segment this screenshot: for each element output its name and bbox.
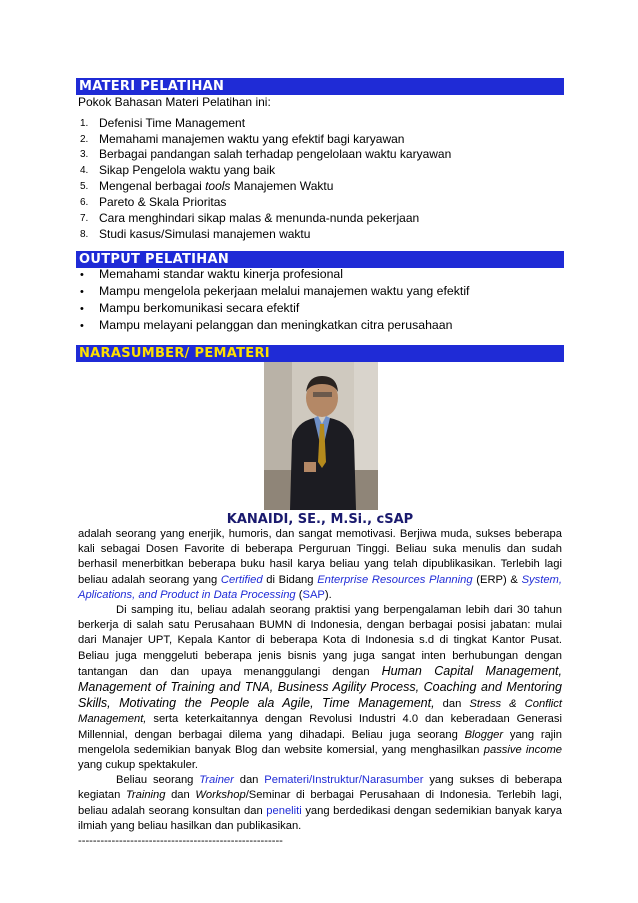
highlight-text: System, Aplications, and Product in Data Processing <box>78 573 562 601</box>
highlight-text: SAP <box>302 588 325 601</box>
text: dan <box>165 789 196 802</box>
list-item: Memahami standar waktu kinerja profesional <box>99 267 344 281</box>
italic-text: Workshop <box>195 789 246 802</box>
bullet-icon: • <box>80 320 84 332</box>
highlight-text: Pemateri/Instruktur/Narasumber <box>264 774 424 787</box>
list-number: 6. <box>80 197 89 208</box>
list-number: 7. <box>80 213 89 224</box>
italic-text: Training <box>125 789 166 802</box>
list-item: Pareto & Skala Prioritas <box>99 195 227 209</box>
bullet-icon: • <box>80 286 84 298</box>
list-item-italic: tools <box>205 179 231 193</box>
list-item: Mampu melayani pelanggan dan meningkatkan citra perusahaan <box>99 318 453 332</box>
speaker-figure <box>264 362 378 510</box>
list-number: 4. <box>80 165 89 176</box>
bullet-icon: • <box>80 303 84 315</box>
list-number: 2. <box>80 134 89 145</box>
text: Di samping itu, beliau adalah seorang praktisi yang berpengalaman lebih dari 30 tahun berkerja di salah satu Perusahaan BUMN di Indonesia, dengan berbagai posisi jabatan: mulai dari Manajer UPT, Kepala Kantor di beberapa Kota di Indonesia s.d di tingkat Kantor Pusat. Beliau juga menggeluti beberapa jenis bisnis yang juga sangat inten berhubungan dengan tantangan dan dan upaya menanggulangi dengan <box>78 604 562 678</box>
text: (ERP) & <box>472 573 522 586</box>
italic-text: Stress & Conflict Management, <box>78 698 562 726</box>
materi-intro: Pokok Bahasan Materi Pelatihan ini: <box>78 95 271 109</box>
list-item: Mampu berkomunikasi secara efektif <box>99 301 300 315</box>
list-item: Defenisi Time Management <box>99 116 246 130</box>
list-item: Memahami manajemen waktu yang efektif bagi karyawan <box>99 132 405 146</box>
list-item: Berbagai pandangan salah terhadap pengelolaan waktu karyawan <box>99 147 452 161</box>
text: yang cukup spektakuler. <box>78 759 199 772</box>
italic-text: Blogger <box>464 728 504 741</box>
speaker-bio <box>78 527 562 849</box>
materi-header: MATERI PELATIHAN <box>76 78 564 95</box>
list-number: 8. <box>80 229 89 240</box>
narasumber-header: NARASUMBER/ PEMATERI <box>76 345 564 362</box>
bio-paragraph-2 <box>78 603 562 773</box>
bio-paragraph-3 <box>78 773 562 834</box>
bullet-icon: • <box>80 269 84 281</box>
text: yang berdedikasi dengan sedemikian banyak karya ilmiah yang beliau hasilkan dan publikasikan. <box>78 804 562 832</box>
list-item: Studi kasus/Simulasi manajemen waktu <box>99 227 311 241</box>
text: di Bidang <box>262 573 318 586</box>
list-item: Mampu mengelola pekerjaan melalui manajemen waktu yang efektif <box>99 284 470 298</box>
text: Beliau seorang <box>116 774 200 787</box>
speaker-name: KANAIDI, SE., M.Si., cSAP <box>226 512 414 527</box>
list-item-text: Mengenal berbagai <box>99 179 206 193</box>
highlight-text: Trainer <box>199 774 234 787</box>
list-item: Sikap Pengelola waktu yang baik <box>99 163 276 177</box>
text: dan <box>434 698 470 711</box>
highlight-text: peneliti <box>266 804 302 817</box>
list-item: Cara menghindari sikap malas & menunda-nunda pekerjaan <box>99 211 420 225</box>
list-number: 1. <box>80 118 89 129</box>
italic-text: Human Capital Management, Management of Training and TNA, Business Agility Process, Coaching and Mentoring Skills, Motivating the People ala Agile, Time Management, <box>78 663 562 711</box>
text: dan <box>233 774 265 787</box>
text: ( <box>295 588 303 601</box>
list-number: 3. <box>80 149 89 160</box>
text: adalah seorang yang enerjik, humoris, dan sangat memotivasi. Berjiwa muda, sukses beberapa kali sebagai Dosen Favorite di beberapa Perguruan Tinggi. Beliau suka menulis dan sudah berhasil menerbitkan beberapa buku hasil karya beliau yang telah dipublikasikan. Terlebih lagi beliau adalah seorang yang <box>78 528 562 586</box>
text: /Seminar di berbagai Perusahaan di Indonesia. Terlebih lagi, beliau adalah seorang konsultan dan <box>78 789 562 817</box>
text: yang rajin mengelola sedemikian banyak Blog dan website komersial, yang menghasilkan <box>78 728 562 756</box>
divider-line: ------------------------------------------------------- <box>78 835 283 848</box>
list-item <box>99 179 333 193</box>
text: serta keterkaitannya dengan Revolusi Industri 4.0 dan keberadaan Generasi Millennial, dengan berbagai dilema yang dihadapi. Beliau juga seorang <box>78 713 562 741</box>
text: ). <box>324 588 332 601</box>
highlight-text: Certified <box>220 573 263 586</box>
text: yang sukses di beberapa kegiatan <box>78 774 562 802</box>
output-header: OUTPUT PELATIHAN <box>76 251 564 268</box>
bio-paragraph-1 <box>78 527 562 603</box>
speaker-photo <box>264 362 378 510</box>
italic-text: passive income <box>483 743 562 756</box>
highlight-text: Enterprise Resources Planning <box>317 573 473 586</box>
list-item-text: Manajemen Waktu <box>230 179 334 193</box>
list-number: 5. <box>80 181 89 192</box>
